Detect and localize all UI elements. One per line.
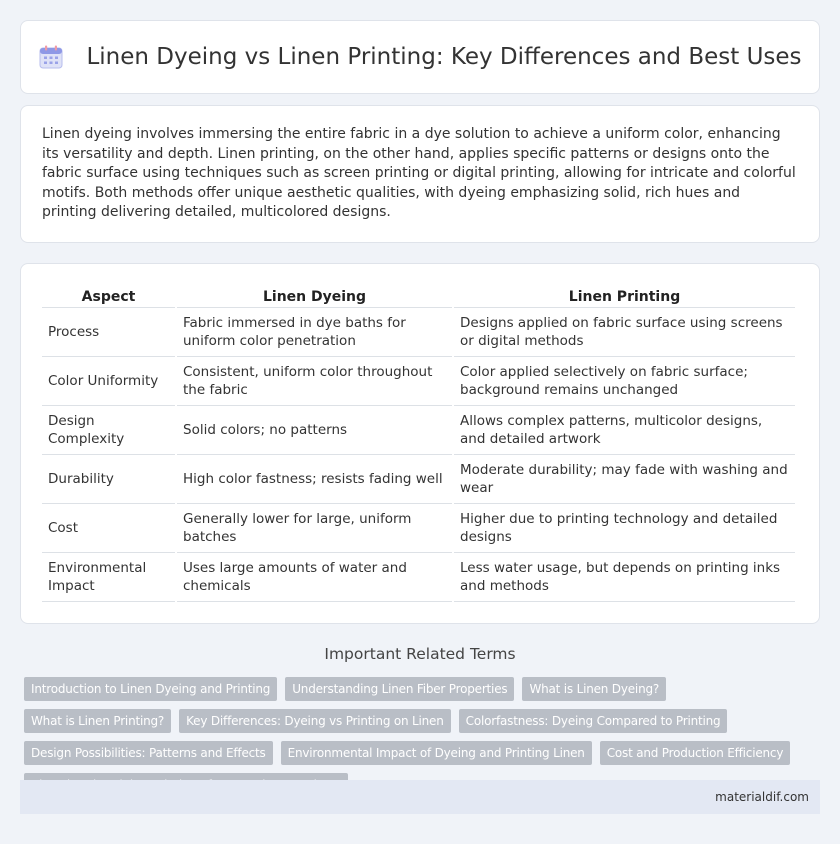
printing-cell: Color applied selectively on fabric surface; background remains unchanged [454, 357, 795, 406]
dyeing-cell: Generally lower for large, uniform batches [177, 504, 452, 553]
dyeing-cell: Consistent, uniform color throughout the fabric [177, 357, 452, 406]
aspect-cell: Design Complexity [42, 406, 175, 455]
comparison-table [40, 282, 797, 602]
related-term-link[interactable]: Design Possibilities: Patterns and Effects [24, 741, 273, 765]
aspect-cell: Color Uniformity [42, 357, 175, 406]
related-term-link[interactable]: What is Linen Dyeing? [522, 677, 666, 701]
comparison-card [20, 263, 820, 624]
intro-paragraph: Linen dyeing involves immersing the entire fabric in a dye solution to achieve a uniform color, enhancing its versatility and depth. Linen printing, on the other hand, applies specific patterns or designs onto the fabric surface using techniques such as screen printing or digital printing, allowing for intricate and colorful motifs. Both methods offer unique aesthetic qualities, with dyeing emphasizing solid, rich hues and printing delivering detailed, multicolored designs. [42, 126, 796, 220]
dyeing-cell: Fabric immersed in dye baths for uniform color penetration [177, 308, 452, 357]
table-row [42, 357, 795, 406]
related-term-link[interactable]: Introduction to Linen Dyeing and Printing [24, 677, 277, 701]
printing-cell: Designs applied on fabric surface using screens or digital methods [454, 308, 795, 357]
related-term-link[interactable]: Environmental Impact of Dyeing and Printing Linen [281, 741, 592, 765]
table-row [42, 308, 795, 357]
page-title: Linen Dyeing vs Linen Printing: Key Differences and Best Uses [86, 44, 802, 70]
printing-cell: Higher due to printing technology and detailed designs [454, 504, 795, 553]
printing-cell: Allows complex patterns, multicolor designs, and detailed artwork [454, 406, 795, 455]
related-term-link[interactable]: Key Differences: Dyeing vs Printing on Linen [179, 709, 451, 733]
dyeing-cell: Uses large amounts of water and chemicals [177, 553, 452, 602]
footer-site-link[interactable]: materialdif.com [715, 790, 809, 804]
table-row [42, 504, 795, 553]
related-term-link[interactable]: Understanding Linen Fiber Properties [285, 677, 514, 701]
aspect-cell: Cost [42, 504, 175, 553]
footer [20, 780, 820, 814]
table-row [42, 553, 795, 602]
printing-cell: Moderate durability; may fade with washing and wear [454, 455, 795, 504]
intro-card [20, 105, 820, 243]
header-linen-printing: Linen Printing [454, 282, 795, 308]
table-row [42, 406, 795, 455]
aspect-cell: Environmental Impact [42, 553, 175, 602]
related-term-link[interactable]: What is Linen Printing? [24, 709, 171, 733]
header-linen-dyeing: Linen Dyeing [177, 282, 452, 308]
related-term-link[interactable]: Colorfastness: Dyeing Compared to Printing [459, 709, 728, 733]
related-term-link[interactable]: Cost and Production Efficiency [600, 741, 791, 765]
table-header-row [42, 282, 795, 308]
related-terms-title: Important Related Terms [324, 645, 516, 663]
dyeing-cell: High color fastness; resists fading well [177, 455, 452, 504]
dyeing-cell: Solid colors; no patterns [177, 406, 452, 455]
aspect-cell: Durability [42, 455, 175, 504]
related-terms-list [24, 677, 820, 797]
table-row [42, 455, 795, 504]
aspect-cell: Process [42, 308, 175, 357]
header-aspect: Aspect [42, 282, 175, 308]
header-card [20, 20, 820, 94]
printing-cell: Less water usage, but depends on printing inks and methods [454, 553, 795, 602]
calendar-icon [38, 44, 64, 70]
